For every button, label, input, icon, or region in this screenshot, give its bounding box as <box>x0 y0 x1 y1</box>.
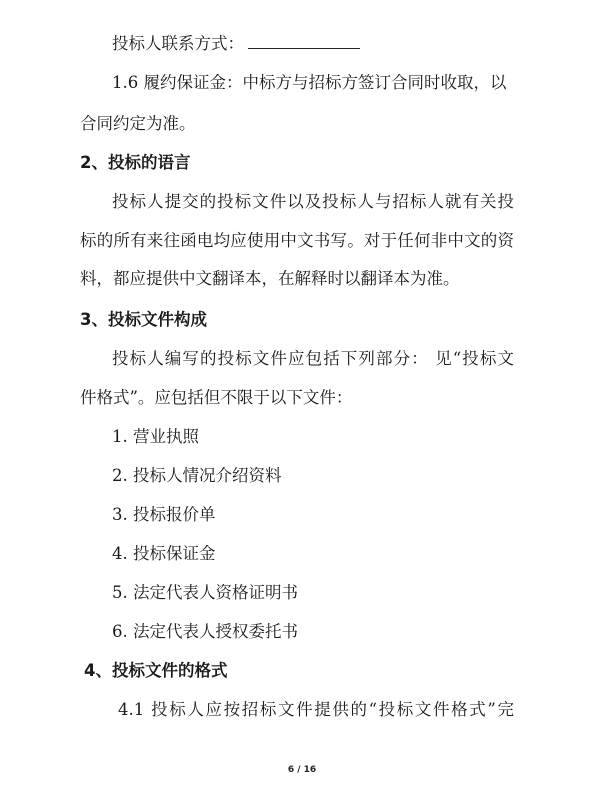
list-item: 3. 投标报价单 <box>112 505 216 524</box>
section-2-line-1: 投标人提交的投标文件以及投标人与招标人就有关投 <box>112 192 514 211</box>
contact-label: 投标人联系方式： <box>112 34 244 53</box>
section-2-line-3: 料，都应提供中文翻译本，在解释时以翻译本为准。 <box>80 269 460 288</box>
section-2-line-2: 标的所有来往函电均应使用中文书写。对于任何非中文的资 <box>80 231 514 250</box>
section-3-heading: 3、投标文件构成 <box>80 310 207 329</box>
list-item: 4. 投标保证金 <box>112 544 216 563</box>
page-number: 6 / 16 <box>287 765 317 775</box>
contact-line <box>112 33 360 55</box>
section-3-line-2: 件格式”。应包括但不限于以下文件： <box>80 388 353 407</box>
contact-blank-field <box>248 33 360 49</box>
list-item: 6. 法定代表人授权委托书 <box>112 622 298 641</box>
list-item: 5. 法定代表人资格证明书 <box>112 583 298 602</box>
section-4-heading: 4、投标文件的格式 <box>84 661 228 680</box>
section-1-6-line-2: 合同约定为准。 <box>80 114 196 133</box>
section-2-heading: 2、投标的语言 <box>80 153 191 172</box>
section-3-line-1: 投标人编写的投标文件应包括下列部分： 见“投标文 <box>112 349 514 368</box>
list-item: 1. 营业执照 <box>112 427 199 446</box>
section-4-line-1: 4.1 投标人应按招标文件提供的“投标文件格式”完 <box>118 700 514 719</box>
list-item: 2. 投标人情况介绍资料 <box>112 466 282 485</box>
section-1-6-line-1: 1.6 履约保证金：中标方与招标方签订合同时收取，以 <box>112 73 507 92</box>
